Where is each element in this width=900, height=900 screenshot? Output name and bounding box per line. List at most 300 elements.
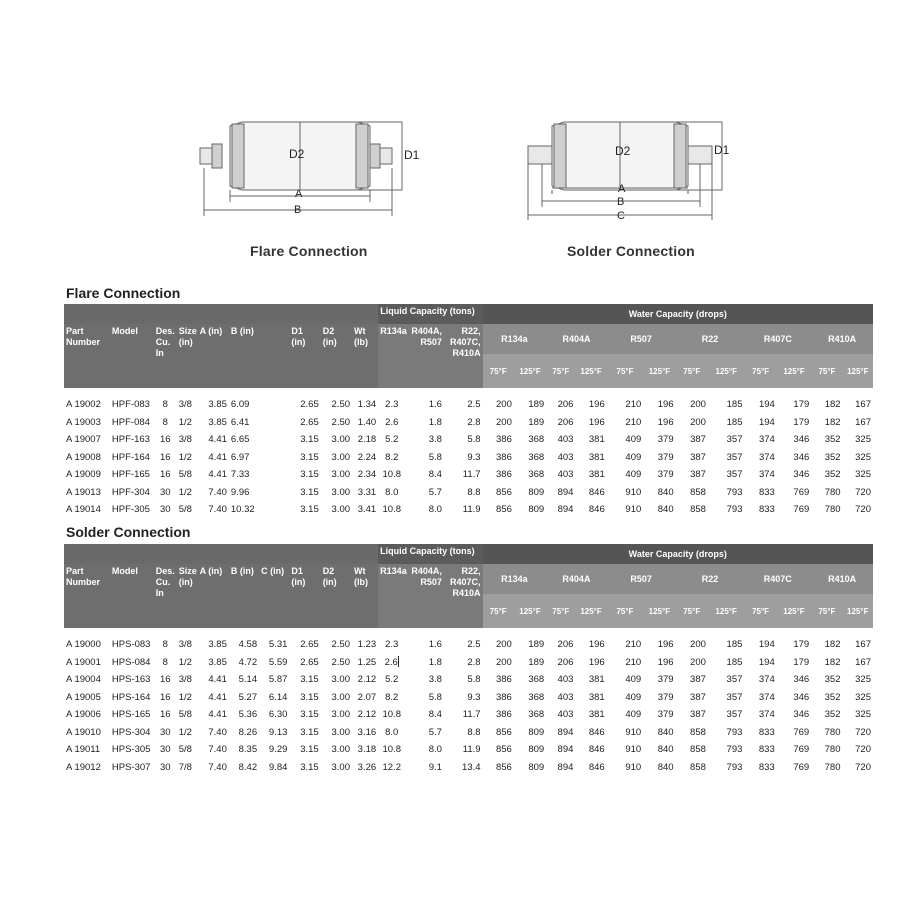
water-capacity-cell: 780 xyxy=(824,744,841,755)
a-cell: 7.40 xyxy=(208,504,227,515)
solder-diagram-caption: Solder Connection xyxy=(567,243,695,259)
water-capacity-cell: 769 xyxy=(793,726,810,738)
part-number-cell: A 19003 xyxy=(66,416,101,428)
water-capacity-cell: 200 xyxy=(690,639,706,650)
water-r410a: R410A xyxy=(811,324,873,354)
table-row xyxy=(64,636,873,654)
liquid-capacity-cell: 9.3 xyxy=(467,451,481,463)
model-cell: HPF-304 xyxy=(111,486,150,498)
temp-75: 75°F xyxy=(546,594,575,628)
size-cell: 3/8 xyxy=(178,399,192,410)
water-capacity-cell: 357 xyxy=(726,434,743,445)
b-cell: 5.27 xyxy=(238,691,258,703)
c-cell: 6.14 xyxy=(268,691,288,703)
water-capacity-cell: 858 xyxy=(690,744,706,755)
wt-cell: 1.34 xyxy=(357,399,377,410)
svg-text:A: A xyxy=(618,183,626,195)
col-des: Des. Cu. In xyxy=(154,324,177,388)
water-capacity-cell: 196 xyxy=(657,639,674,650)
water-capacity-cell: 196 xyxy=(657,416,674,428)
b-cell: 8.26 xyxy=(238,726,258,738)
des-cell: 30 xyxy=(159,726,171,738)
liquid-capacity-cell: 8.4 xyxy=(428,469,442,480)
water-capacity-cell: 206 xyxy=(557,639,574,650)
water-capacity-cell: 381 xyxy=(588,674,605,685)
liquid-capacity-cell: 10.8 xyxy=(382,469,402,480)
water-capacity-cell: 325 xyxy=(855,674,871,685)
temp-75: 75°F xyxy=(607,594,644,628)
water-capacity-cell: 910 xyxy=(625,504,642,515)
water-capacity-cell: 357 xyxy=(726,709,743,720)
liquid-capacity-header: Liquid Capacity (tons) xyxy=(378,304,482,324)
water-capacity-cell: 379 xyxy=(657,469,674,480)
water-capacity-cell: 368 xyxy=(528,469,545,480)
temp-75: 75°F xyxy=(676,354,708,388)
des-cell: 16 xyxy=(159,691,171,703)
liquid-capacity-cell: 2.6 xyxy=(385,416,399,428)
water-capacity-cell: 210 xyxy=(625,399,642,410)
model-cell: HPS-304 xyxy=(111,726,151,738)
wt-cell: 2.12 xyxy=(357,674,377,685)
water-capacity-cell: 858 xyxy=(690,726,706,738)
d2-cell: 2.50 xyxy=(331,639,350,650)
model-cell: HPF-164 xyxy=(111,451,150,463)
table-row xyxy=(64,484,873,502)
part-number-cell: A 19006 xyxy=(66,709,101,720)
water-capacity-cell: 196 xyxy=(657,399,674,410)
des-cell: 8 xyxy=(162,639,168,650)
water-capacity-cell: 387 xyxy=(690,451,706,463)
water-capacity-cell: 346 xyxy=(793,674,810,685)
water-capacity-header: Water Capacity (drops) xyxy=(483,304,873,324)
water-r507: R507 xyxy=(607,564,676,594)
des-cell: 16 xyxy=(159,434,171,445)
svg-text:B: B xyxy=(294,204,302,216)
water-capacity-cell: 856 xyxy=(495,726,512,738)
wt-cell: 2.34 xyxy=(357,469,377,480)
d1-cell: 3.15 xyxy=(300,709,319,720)
table-row xyxy=(64,449,873,467)
liq-r134a: R134a xyxy=(378,324,405,388)
b-cell: 8.42 xyxy=(238,761,258,773)
water-capacity-cell: 793 xyxy=(726,726,743,738)
water-capacity-cell: 182 xyxy=(824,399,841,410)
temp-125: 125°F xyxy=(843,354,873,388)
d2-cell: 3.00 xyxy=(331,486,351,498)
wt-cell: 3.26 xyxy=(357,761,377,773)
b-cell: 5.36 xyxy=(238,709,258,720)
water-capacity-cell: 386 xyxy=(496,434,512,445)
liquid-capacity-cell: 2.3 xyxy=(385,399,399,410)
col-d1: D1 (in) xyxy=(289,564,320,628)
water-capacity-cell: 387 xyxy=(690,434,706,445)
water-capacity-cell: 352 xyxy=(824,451,841,463)
size-cell: 1/2 xyxy=(178,451,192,463)
text-cursor xyxy=(398,656,399,667)
liquid-capacity-cell: 2.6 xyxy=(384,656,398,668)
size-cell: 1/2 xyxy=(178,486,192,498)
water-capacity-cell: 379 xyxy=(657,451,674,463)
table-row xyxy=(64,741,873,759)
size-cell: 5/8 xyxy=(178,744,192,755)
col-model: Model xyxy=(110,324,154,388)
water-capacity-cell: 910 xyxy=(625,726,642,738)
water-capacity-cell: 368 xyxy=(528,434,545,445)
water-r22: R22 xyxy=(676,324,745,354)
water-capacity-cell: 840 xyxy=(657,486,674,498)
temp-125: 125°F xyxy=(514,354,546,388)
water-capacity-cell: 840 xyxy=(657,761,674,773)
water-capacity-cell: 809 xyxy=(528,486,545,498)
d1-cell: 3.15 xyxy=(300,469,319,480)
water-capacity-cell: 833 xyxy=(758,504,775,515)
col-b: B (in) xyxy=(229,324,290,388)
part-number-cell: A 19000 xyxy=(66,639,101,650)
water-capacity-cell: 185 xyxy=(726,656,743,668)
size-cell: 5/8 xyxy=(178,504,192,515)
liquid-capacity-cell: 3.8 xyxy=(428,434,442,445)
model-cell: HPF-165 xyxy=(111,469,150,480)
d1-cell: 2.65 xyxy=(300,639,319,650)
water-capacity-cell: 793 xyxy=(726,486,743,498)
water-capacity-cell: 846 xyxy=(588,744,605,755)
temp-125: 125°F xyxy=(842,594,873,628)
water-capacity-cell: 189 xyxy=(528,639,545,650)
model-cell: HPS-307 xyxy=(111,761,151,773)
d1-cell: 2.65 xyxy=(300,399,319,410)
b-cell: 6.97 xyxy=(230,451,250,463)
svg-text:D2: D2 xyxy=(289,147,305,161)
b-cell: 4.72 xyxy=(238,656,258,668)
water-r410a: R410A xyxy=(811,564,873,594)
temp-75: 75°F xyxy=(546,354,575,388)
water-capacity-cell: 379 xyxy=(657,709,674,720)
table-row xyxy=(64,759,873,777)
model-cell: HPS-083 xyxy=(111,639,151,650)
liquid-capacity-cell: 1.6 xyxy=(428,399,442,410)
water-capacity-cell: 809 xyxy=(528,744,545,755)
water-capacity-cell: 189 xyxy=(528,399,545,410)
water-capacity-cell: 387 xyxy=(690,709,706,720)
water-capacity-cell: 846 xyxy=(588,761,605,773)
liquid-capacity-cell: 2.8 xyxy=(467,656,481,668)
des-cell: 16 xyxy=(159,451,171,463)
water-capacity-cell: 894 xyxy=(557,486,574,498)
svg-text:D1: D1 xyxy=(404,148,420,162)
d1-cell: 3.15 xyxy=(300,504,319,515)
b-cell: 5.14 xyxy=(238,674,258,685)
table-row xyxy=(64,671,873,689)
d1-cell: 2.65 xyxy=(300,416,319,428)
liquid-capacity-cell: 3.8 xyxy=(428,674,442,685)
water-capacity-cell: 346 xyxy=(793,469,810,480)
water-capacity-cell: 368 xyxy=(528,709,545,720)
wt-cell: 3.41 xyxy=(357,504,377,515)
water-capacity-cell: 858 xyxy=(690,486,706,498)
water-capacity-cell: 780 xyxy=(824,486,841,498)
liq-r404a: R404A, R507 xyxy=(405,324,444,388)
liq-r134a: R134a xyxy=(378,564,405,628)
d2-cell: 3.00 xyxy=(331,761,350,773)
water-capacity-cell: 833 xyxy=(758,486,775,498)
table-row xyxy=(64,501,873,519)
d1-cell: 3.15 xyxy=(300,434,319,445)
temp-75: 75°F xyxy=(811,594,842,628)
water-r404a: R404A xyxy=(546,324,607,354)
water-capacity-cell: 769 xyxy=(793,486,810,498)
size-cell: 1/2 xyxy=(178,416,192,428)
liquid-capacity-cell: 12.2 xyxy=(382,761,401,773)
table-row xyxy=(64,654,873,672)
water-capacity-cell: 374 xyxy=(758,469,775,480)
liquid-capacity-cell: 1.6 xyxy=(428,639,442,650)
water-capacity-cell: 840 xyxy=(657,726,674,738)
part-number-cell: A 19007 xyxy=(66,434,101,445)
col-c: C (in) xyxy=(259,564,289,628)
liquid-capacity-cell: 5.8 xyxy=(467,674,481,685)
a-cell: 7.40 xyxy=(208,744,227,755)
c-cell: 9.13 xyxy=(268,726,288,738)
svg-text:C: C xyxy=(617,210,625,222)
water-capacity-cell: 346 xyxy=(793,434,810,445)
water-capacity-cell: 210 xyxy=(625,656,642,668)
water-capacity-cell: 194 xyxy=(758,416,775,428)
water-capacity-cell: 194 xyxy=(758,656,775,668)
water-r134a: R134a xyxy=(483,564,547,594)
water-capacity-cell: 793 xyxy=(726,761,743,773)
svg-text:D2: D2 xyxy=(615,144,631,158)
water-capacity-cell: 325 xyxy=(855,709,871,720)
water-capacity-cell: 720 xyxy=(855,761,871,773)
water-capacity-cell: 185 xyxy=(726,399,743,410)
liquid-capacity-cell: 2.5 xyxy=(467,639,481,650)
water-capacity-cell: 325 xyxy=(855,691,871,703)
water-capacity-cell: 809 xyxy=(528,761,545,773)
flare-diagram-caption: Flare Connection xyxy=(250,243,368,259)
temp-75: 75°F xyxy=(483,594,514,628)
table-row xyxy=(64,466,873,484)
water-capacity-cell: 368 xyxy=(528,674,545,685)
size-cell: 3/8 xyxy=(178,639,192,650)
water-capacity-cell: 189 xyxy=(528,656,545,668)
water-capacity-cell: 910 xyxy=(625,486,642,498)
water-capacity-cell: 409 xyxy=(625,709,642,720)
d2-cell: 3.00 xyxy=(331,674,350,685)
liquid-capacity-cell: 8.8 xyxy=(467,726,481,738)
water-capacity-cell: 793 xyxy=(726,504,743,515)
a-cell: 3.85 xyxy=(208,656,227,668)
size-cell: 7/8 xyxy=(178,761,192,773)
water-capacity-cell: 409 xyxy=(625,434,642,445)
water-capacity-cell: 381 xyxy=(588,709,605,720)
water-capacity-cell: 179 xyxy=(793,639,810,650)
water-capacity-cell: 352 xyxy=(824,469,841,480)
col-size: Size (in) xyxy=(177,564,198,628)
d2-cell: 3.00 xyxy=(331,434,351,445)
wt-cell: 1.25 xyxy=(357,656,377,668)
water-capacity-cell: 386 xyxy=(495,691,512,703)
a-cell: 7.40 xyxy=(208,761,227,773)
water-capacity-cell: 206 xyxy=(557,656,574,668)
wt-cell: 3.16 xyxy=(357,726,377,738)
water-capacity-cell: 379 xyxy=(657,434,674,445)
liq-r404a: R404A, R507 xyxy=(405,564,444,628)
model-cell: HPF-305 xyxy=(111,504,150,515)
liquid-capacity-cell: 5.8 xyxy=(428,451,442,463)
water-capacity-cell: 780 xyxy=(824,504,841,515)
flare-section-title: Flare Connection xyxy=(66,285,181,301)
water-capacity-cell: 200 xyxy=(690,416,706,428)
col-a: A (in) xyxy=(198,324,229,388)
c-cell: 9.29 xyxy=(268,744,288,755)
water-capacity-cell: 894 xyxy=(557,744,574,755)
col-size: Size (in) xyxy=(177,324,198,388)
table-row xyxy=(64,431,873,449)
part-number-cell: A 19011 xyxy=(66,744,101,755)
temp-125: 125°F xyxy=(777,594,811,628)
water-capacity-cell: 206 xyxy=(557,416,574,428)
water-capacity-cell: 720 xyxy=(855,486,871,498)
water-capacity-header: Water Capacity (drops) xyxy=(483,544,873,564)
water-capacity-cell: 357 xyxy=(726,691,743,703)
water-capacity-cell: 325 xyxy=(855,434,871,445)
water-capacity-cell: 352 xyxy=(824,709,841,720)
water-capacity-cell: 374 xyxy=(758,674,775,685)
svg-text:B: B xyxy=(617,196,625,208)
model-cell: HPF-083 xyxy=(111,399,150,410)
solder-spec-table xyxy=(64,544,873,776)
water-capacity-cell: 368 xyxy=(528,451,545,463)
svg-text:A: A xyxy=(295,188,303,200)
water-capacity-cell: 200 xyxy=(690,399,706,410)
a-cell: 4.41 xyxy=(208,451,227,463)
water-capacity-cell: 846 xyxy=(588,504,605,515)
d1-cell: 3.15 xyxy=(300,744,319,755)
water-capacity-cell: 840 xyxy=(657,744,674,755)
a-cell: 3.85 xyxy=(208,639,227,650)
liquid-capacity-cell: 8.8 xyxy=(467,486,481,498)
col-a: A (in) xyxy=(198,564,229,628)
model-cell: HPS-305 xyxy=(111,744,151,755)
water-capacity-cell: 357 xyxy=(726,469,743,480)
d1-cell: 2.65 xyxy=(300,656,319,668)
d2-cell: 3.00 xyxy=(331,451,351,463)
water-capacity-cell: 403 xyxy=(557,434,574,445)
water-capacity-cell: 856 xyxy=(496,504,512,515)
water-capacity-cell: 769 xyxy=(793,744,810,755)
b-cell: 8.35 xyxy=(238,744,258,755)
model-cell: HPS-165 xyxy=(111,709,151,720)
liquid-capacity-cell: 11.7 xyxy=(462,709,481,720)
water-capacity-cell: 769 xyxy=(793,761,810,773)
temp-125: 125°F xyxy=(708,354,745,388)
liquid-capacity-cell: 5.7 xyxy=(428,486,442,498)
water-capacity-cell: 720 xyxy=(855,726,871,738)
liq-r22: R22, R407C, R410A xyxy=(444,564,483,628)
liquid-capacity-cell: 5.8 xyxy=(428,691,442,703)
water-r134a: R134a xyxy=(483,324,547,354)
d2-cell: 3.00 xyxy=(331,726,350,738)
water-r407c: R407C xyxy=(745,324,812,354)
des-cell: 30 xyxy=(159,761,171,773)
part-number-cell: A 19002 xyxy=(66,399,101,410)
liq-r22: R22, R407C, R410A xyxy=(444,324,483,388)
liquid-capacity-cell: 8.2 xyxy=(385,691,399,703)
a-cell: 3.85 xyxy=(208,399,227,410)
water-capacity-cell: 403 xyxy=(557,451,574,463)
water-capacity-cell: 720 xyxy=(855,504,871,515)
water-capacity-cell: 720 xyxy=(855,744,871,755)
wt-cell: 2.18 xyxy=(357,434,377,445)
water-capacity-cell: 381 xyxy=(588,451,605,463)
flare-drier-diagram xyxy=(190,112,430,222)
liquid-capacity-cell: 2.3 xyxy=(385,639,399,650)
table-row xyxy=(64,414,873,432)
part-number-cell: A 19001 xyxy=(66,656,101,668)
size-cell: 1/2 xyxy=(178,656,192,668)
model-cell: HPS-164 xyxy=(111,691,151,703)
d2-cell: 3.00 xyxy=(331,691,350,703)
water-capacity-cell: 910 xyxy=(625,761,642,773)
water-capacity-cell: 200 xyxy=(495,639,512,650)
liquid-capacity-cell: 2.8 xyxy=(467,416,481,428)
temp-125: 125°F xyxy=(643,354,675,388)
water-capacity-cell: 386 xyxy=(496,469,512,480)
water-capacity-cell: 833 xyxy=(758,744,775,755)
wt-cell: 3.31 xyxy=(357,486,377,498)
liquid-capacity-header: Liquid Capacity (tons) xyxy=(378,544,482,564)
water-capacity-cell: 374 xyxy=(758,434,775,445)
liquid-capacity-cell: 13.4 xyxy=(462,761,481,773)
size-cell: 3/8 xyxy=(178,674,192,685)
wt-cell: 2.12 xyxy=(357,709,377,720)
liquid-capacity-cell: 1.8 xyxy=(428,656,442,668)
temp-75: 75°F xyxy=(607,354,644,388)
d1-cell: 3.15 xyxy=(300,674,319,685)
a-cell: 7.40 xyxy=(208,726,227,738)
water-capacity-cell: 374 xyxy=(758,691,775,703)
part-number-cell: A 19008 xyxy=(66,451,101,463)
water-capacity-cell: 409 xyxy=(625,451,642,463)
d2-cell: 3.00 xyxy=(331,744,350,755)
a-cell: 4.41 xyxy=(208,469,227,480)
b-cell: 6.65 xyxy=(230,434,250,445)
water-capacity-cell: 325 xyxy=(855,451,871,463)
des-cell: 8 xyxy=(162,399,168,410)
wt-cell: 2.24 xyxy=(357,451,377,463)
des-cell: 30 xyxy=(159,504,171,515)
water-capacity-cell: 200 xyxy=(495,656,512,668)
water-capacity-cell: 182 xyxy=(824,416,841,428)
water-capacity-cell: 352 xyxy=(824,434,841,445)
water-capacity-cell: 185 xyxy=(726,639,743,650)
b-cell: 6.41 xyxy=(230,416,250,428)
d1-cell: 3.15 xyxy=(300,691,319,703)
d2-cell: 3.00 xyxy=(331,709,350,720)
water-capacity-cell: 386 xyxy=(495,709,512,720)
d1-cell: 3.15 xyxy=(300,451,319,463)
part-number-cell: A 19004 xyxy=(66,674,101,685)
water-capacity-cell: 194 xyxy=(758,399,775,410)
col-part-number: Part Number xyxy=(64,324,110,388)
water-capacity-cell: 374 xyxy=(758,451,775,463)
col-part-number: Part Number xyxy=(64,564,110,628)
liquid-capacity-cell: 10.8 xyxy=(382,504,402,515)
part-number-cell: A 19014 xyxy=(66,504,101,515)
col-d2: D2 (in) xyxy=(321,324,352,388)
water-capacity-cell: 809 xyxy=(528,504,545,515)
liquid-capacity-cell: 1.8 xyxy=(428,416,442,428)
